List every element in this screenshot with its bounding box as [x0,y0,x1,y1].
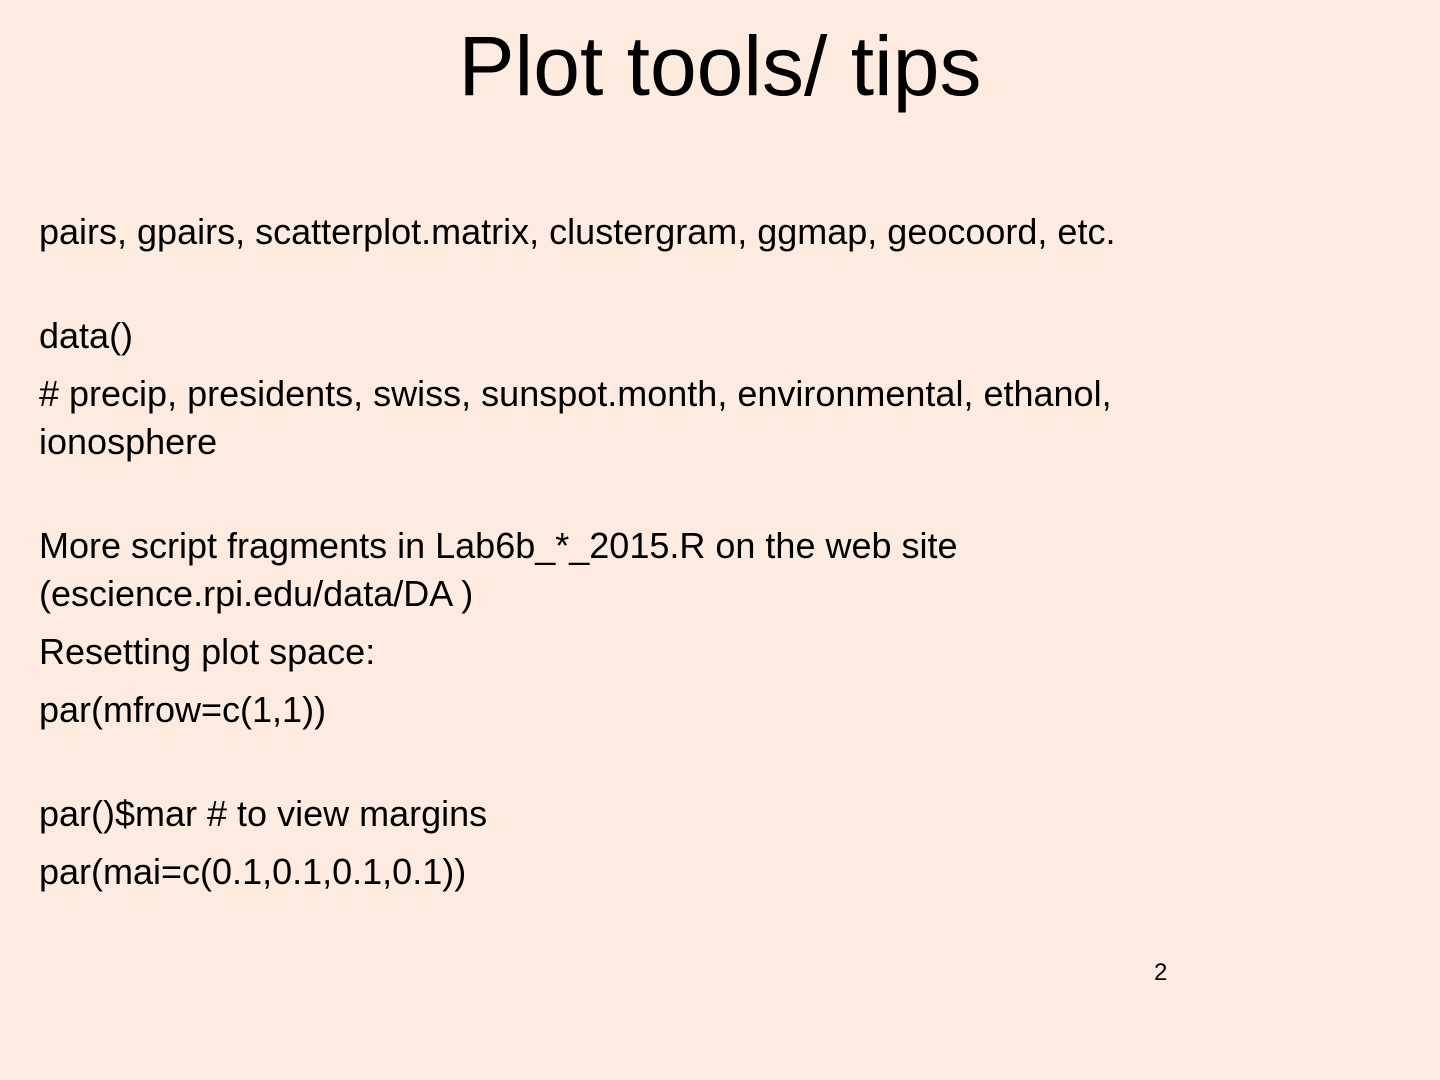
page-number: 2 [1154,959,1168,986]
slide-body [39,208,1279,906]
datasets-comment-text: # precip, presidents, swiss, sunspot.month, environmental, ethanol, ionosphere [39,373,1112,462]
tools-list-text: pairs, gpairs, scatterplot.matrix, clustergram, ggmap, geocoord, etc. [39,211,1116,252]
slide-title: Plot tools/ tips [458,19,982,113]
par-mar-code: par()$mar # to view margins [39,793,488,834]
blank-line [39,266,1279,312]
par-mfrow-code: par(mfrow=c(1,1)) [39,689,327,730]
blank-line [39,744,1279,790]
resetting-plot-space-text: Resetting plot space: [39,631,376,672]
data-command-text: data() [39,315,134,356]
blank-line [39,476,1279,522]
script-fragments-text: More script fragments in Lab6b_*_2015.R on the web site (escience.rpi.edu/data/DA ) [39,525,958,614]
par-mai-code: par(mai=c(0.1,0.1,0.1,0.1)) [39,851,467,892]
